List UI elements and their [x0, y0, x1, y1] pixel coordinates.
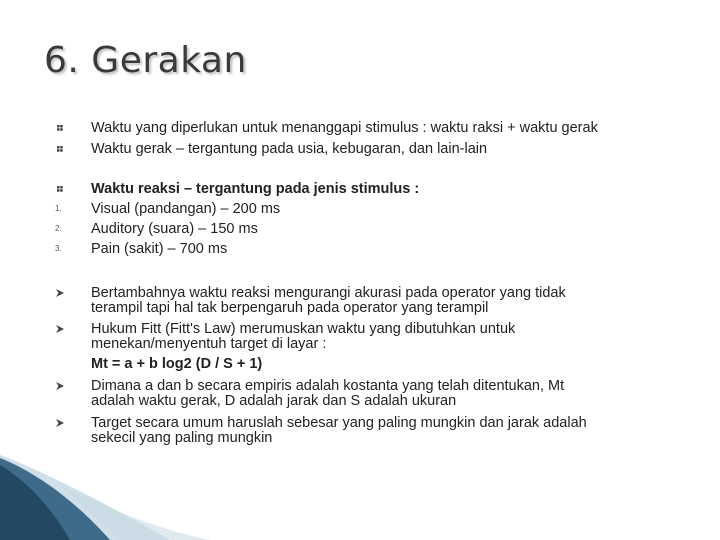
- numbered-item-text: Visual (pandangan) – 200 ms: [91, 201, 281, 217]
- arrow-bullet-icon: [55, 320, 85, 338]
- fitts-law-formula: Mt = a + b log2 (D / S + 1): [91, 356, 263, 372]
- arrow-item-line: menekan/menyentuh target di layar :: [91, 336, 327, 352]
- item-number: 1.: [55, 204, 62, 213]
- item-number: 2.: [55, 224, 62, 233]
- arrow-item-line: Dimana a dan b secara empiris adalah kostanta yang telah ditentukan, Mt: [91, 378, 565, 394]
- square-bullet-icon: [55, 180, 85, 198]
- bullet-text: Waktu gerak – tergantung pada usia, kebugaran, dan lain-lain: [91, 141, 488, 157]
- decorative-swoosh: [0, 440, 720, 540]
- reaction-heading: Waktu reaksi – tergantung pada jenis stimulus :: [91, 181, 420, 197]
- arrow-item-line: Target secara umum haruslah sebesar yang paling mungkin dan jarak adalah: [91, 415, 587, 431]
- numbered-item-text: Pain (sakit) – 700 ms: [91, 241, 228, 257]
- square-bullet-icon: [55, 140, 85, 158]
- bullet-text: Waktu yang diperlukan untuk menanggapi stimulus : waktu raksi + waktu gerak: [91, 120, 598, 136]
- arrow-item-line: sekecil yang paling mungkin: [91, 430, 273, 446]
- square-bullet-icon: [55, 119, 85, 137]
- arrow-item-line: Hukum Fitt (Fitt's Law) merumuskan waktu yang dibutuhkan untuk: [91, 321, 516, 337]
- arrow-bullet-icon: [55, 377, 85, 395]
- numbered-item-text: Auditory (suara) – 150 ms: [91, 221, 258, 237]
- arrow-item-line: Bertambahnya waktu reaksi mengurangi akurasi pada operator yang tidak: [91, 285, 566, 301]
- arrow-bullet-icon: [55, 414, 85, 432]
- arrow-bullet-icon: [55, 284, 85, 302]
- slide-title: 6. Gerakan: [44, 40, 247, 81]
- arrow-item-line: terampil tapi hal tak berpengaruh pada operator yang terampil: [91, 300, 489, 316]
- arrow-item-line: adalah waktu gerak, D adalah jarak dan S adalah ukuran: [91, 393, 457, 409]
- item-number: 3.: [55, 244, 62, 253]
